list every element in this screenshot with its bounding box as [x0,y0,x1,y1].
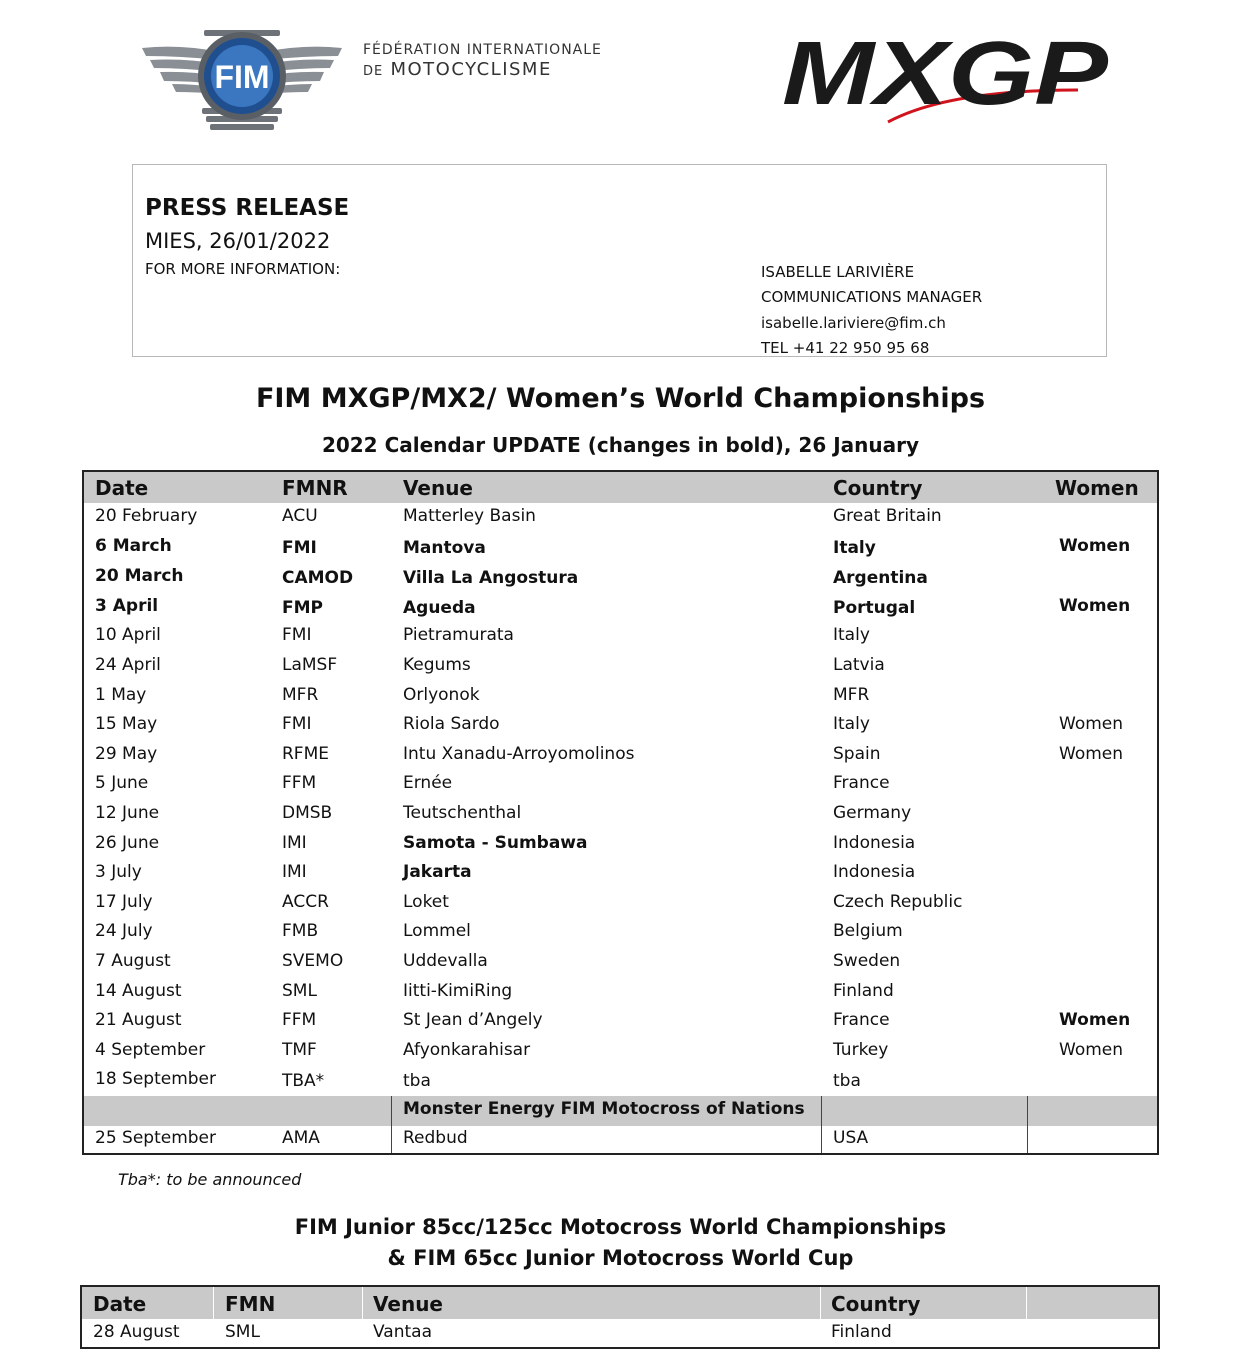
row-fmn: SML [225,1322,260,1342]
row-date: 20 March [95,566,184,586]
row-date: 20 February [95,506,198,526]
header-country: Country [831,1292,921,1316]
row-country: Latvia [833,655,885,675]
row-venue: Ernée [403,773,453,793]
row-venue: Redbud [403,1128,468,1148]
row-country: Sweden [833,951,901,971]
more-info-label: FOR MORE INFORMATION: [145,260,341,278]
row-fmn: IMI [282,862,307,882]
fim-logo [140,26,344,134]
row-women: Women [1059,596,1131,616]
row-fmn: FMB [282,921,319,941]
row-date: 3 April [95,596,159,616]
table-row [84,889,1157,919]
row-country: Turkey [833,1040,889,1060]
row-country: Czech Republic [833,892,963,912]
table-header [82,1287,1158,1319]
header-country: Country [833,476,923,500]
row-date: 28 August [93,1322,180,1342]
header-divider [1026,1287,1027,1319]
row-country: Indonesia [833,833,916,853]
row-venue: Afyonkarahisar [403,1040,531,1060]
header-divider [820,1287,821,1319]
row-fmn: MFR [282,685,319,705]
page-title: FIM MXGP/MX2/ Women’s World Championships [255,383,986,414]
table-row [84,1007,1157,1037]
row-fmn: SML [282,981,317,1001]
row-country: MFR [833,685,870,705]
press-release-date: MIES, 26/01/2022 [145,229,331,253]
table-header [84,472,1157,503]
row-date: 6 March [95,536,172,556]
row-country: France [833,773,890,793]
row-venue: Jakarta [403,862,472,882]
table-row [84,741,1157,771]
row-date: 24 July [95,921,153,941]
fim-badge-text: FIM [214,59,270,95]
row-country: Italy [833,714,870,734]
table-row [84,1037,1157,1067]
row-venue: tba [403,1071,431,1091]
table-row [84,682,1157,712]
row-country: tba [833,1071,861,1091]
row-date: 7 August [95,951,171,971]
row-venue: St Jean d’Angely [403,1010,543,1030]
table-row [84,622,1157,652]
table-row [84,859,1157,889]
fim-name-prefix: DE [363,64,384,79]
table-row [84,563,1157,593]
row-fmn: FMI [282,625,312,645]
row-date: 4 September [95,1040,206,1060]
table-row [84,770,1157,800]
header-women: Women [1055,476,1139,500]
row-venue: Uddevalla [403,951,488,971]
press-release-box [132,164,1107,357]
row-date: 5 June [95,773,149,793]
row-country: Finland [831,1322,892,1342]
row-fmn: LaMSF [282,655,338,675]
header-fmn: FMNR [282,476,348,500]
table-row [84,711,1157,741]
table-row [84,830,1157,860]
fim-name-line1: FÉDÉRATION INTERNATIONALE [363,42,602,58]
row-fmn: FFM [282,1010,317,1030]
row-country: Belgium [833,921,903,941]
row-venue: Iitti-KimiRing [403,981,513,1001]
row-venue: Samota - Sumbawa [403,833,588,853]
header-fmn: FMN [225,1292,276,1316]
row-country: Great Britain [833,506,942,526]
mxgp-logo [778,30,1114,132]
header-date: Date [95,476,149,500]
row-venue: Intu Xanadu-Arroyomolinos [403,744,635,764]
row-venue: Teutschenthal [403,803,522,823]
contact-phone: TEL +41 22 950 95 68 [761,338,930,357]
table-row [84,1125,1157,1155]
page-subtitle: 2022 Calendar UPDATE (changes in bold), 26 January [321,433,920,457]
row-venue: Agueda [403,598,476,618]
mxgp-logo-text: MXGP [782,30,1110,124]
table-row [84,978,1157,1008]
row-date: 1 May [95,685,147,705]
row-date: 10 April [95,625,161,645]
row-women: Women [1059,1040,1124,1060]
row-venue: Orlyonok [403,685,480,705]
row-date: 3 July [95,862,142,882]
row-country: Spain [833,744,881,764]
row-women: Women [1059,536,1131,556]
row-fmn: ACU [282,506,318,526]
table-row [84,503,1157,533]
row-country: Germany [833,803,912,823]
table-row [84,800,1157,830]
junior-table [80,1285,1160,1349]
table-row [84,652,1157,682]
row-fmn: FMP [282,598,323,618]
row-women: Women [1059,1010,1131,1030]
row-fmn: AMA [282,1128,320,1148]
header-venue: Venue [403,476,473,500]
row-fmn: CAMOD [282,568,354,588]
row-fmn: IMI [282,833,307,853]
nations-label: Monster Energy FIM Motocross of Nations [403,1099,805,1119]
nations-band [84,1096,1157,1126]
footnote: Tba*: to be announced [118,1170,302,1189]
row-venue: Vantaa [373,1322,433,1342]
row-venue: Lommel [403,921,471,941]
press-release-heading: PRESS RELEASE [145,195,350,221]
row-date: 24 April [95,655,161,675]
contact-role: COMMUNICATIONS MANAGER [761,288,983,307]
row-women: Women [1059,714,1124,734]
row-country: Italy [833,625,870,645]
row-country: Argentina [833,568,928,588]
row-fmn: TMF [282,1040,317,1060]
row-date: 18 September [95,1069,217,1089]
fim-name-line2 [363,61,602,79]
row-fmn: SVEMO [282,951,344,971]
row-date: 29 May [95,744,158,764]
row-fmn: FMI [282,714,312,734]
row-fmn: ACCR [282,892,329,912]
row-date: 15 May [95,714,158,734]
header-divider [362,1287,363,1319]
row-venue: Loket [403,892,449,912]
row-date: 26 June [95,833,160,853]
row-date: 21 August [95,1010,182,1030]
row-venue: Kegums [403,655,471,675]
header-divider [213,1287,214,1319]
row-fmn: RFME [282,744,329,764]
contact-email[interactable]: isabelle.lariviere@fim.ch [761,313,946,332]
row-fmn: FFM [282,773,317,793]
table-row [84,948,1157,978]
row-date: 14 August [95,981,182,1001]
table-row [84,918,1157,948]
header-venue: Venue [373,1292,443,1316]
row-fmn: FMI [282,538,317,558]
row-country: Italy [833,538,876,558]
row-venue: Villa La Angostura [403,568,579,588]
fim-name-main: MOTOCYCLISME [390,59,552,80]
row-country: France [833,1010,890,1030]
row-date: 12 June [95,803,160,823]
junior-title [0,1212,1241,1274]
table-row [84,533,1157,563]
header-date: Date [93,1292,147,1316]
junior-title-line2: & FIM 65cc Junior Motocross World Cup [387,1246,854,1270]
row-country: Portugal [833,598,916,618]
row-country: Indonesia [833,862,916,882]
row-country: USA [833,1128,869,1148]
fim-name [363,43,602,79]
row-women: Women [1059,744,1124,764]
row-date: 25 September [95,1128,217,1148]
row-fmn: TBA* [282,1071,325,1091]
row-venue: Mantova [403,538,486,558]
table-row [84,1066,1157,1096]
junior-title-line1: FIM Junior 85cc/125cc Motocross World Championships [294,1215,947,1239]
contact-block [761,260,982,361]
calendar-table [82,470,1159,1155]
contact-name: ISABELLE LARIVIÈRE [761,263,915,281]
table-row [84,593,1157,623]
row-venue: Matterley Basin [403,506,536,526]
row-date: 17 July [95,892,153,912]
row-fmn: DMSB [282,803,333,823]
row-country: Finland [833,981,894,1001]
row-venue: Riola Sardo [403,714,500,734]
row-venue: Pietramurata [403,625,514,645]
